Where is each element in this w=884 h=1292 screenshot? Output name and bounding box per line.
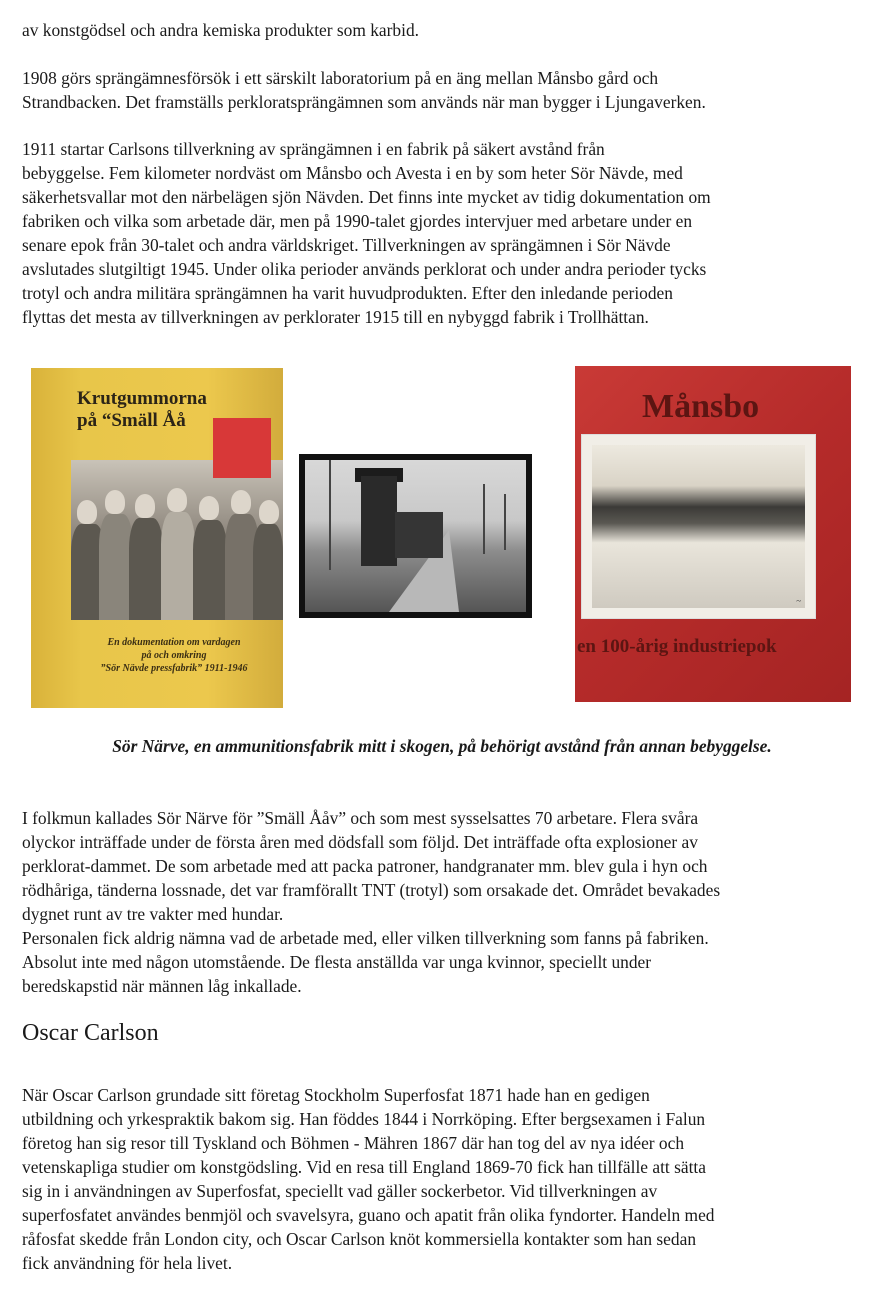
text-line: superfosfatet användes benmjöl och svavelsyra, guano och apatit från olika fyndorter. Handeln med (22, 1205, 715, 1225)
text-line: 1908 görs sprängämnesförsök i ett särskilt laboratorium på en äng mellan Månsbo gård och (22, 68, 659, 88)
utility-pole (483, 484, 485, 554)
text-line: trotyl och andra militära sprängämnen ha varit huvudprodukten. Efter den inledande perioden (22, 283, 673, 303)
landscape-scene (592, 445, 805, 608)
landscape-photo (581, 434, 816, 619)
text-line: Absolut inte med någon utomstående. De flesta anställda var unga kvinnor, speciellt under (22, 952, 652, 972)
text-line: Strandbacken. Det framställs perkloratsprängämnen som används när man bygger i Ljungaverken. (22, 92, 706, 112)
library-sticker (213, 418, 271, 478)
book-cover-subtitle (79, 636, 269, 675)
text-line: sig in i användningen av Superfosfat, speciellt vad gäller sockerbetor. Vid tillverkningen av (22, 1181, 658, 1201)
book-cover-title-line: Krutgummorna (77, 388, 207, 409)
paragraph-small-aav (22, 806, 867, 998)
utility-pole (504, 494, 506, 550)
text-line: I folkmun kallades Sör Närve för ”Smäll Ååv” och som mest sysselsattes 70 arbetare. Flera svåra (22, 808, 699, 828)
text-line: av konstgödsel och andra kemiska produkter som karbid. (22, 20, 419, 40)
text-line: fick användning för hela livet. (22, 1253, 233, 1273)
text-line: rödhåriga, tänderna lossnade, det var framförallt TNT (trotyl) som orsakade det. Området bevakades (22, 880, 721, 900)
book-cover-krutgummorna-image (31, 368, 283, 708)
book-cover-subtitle-line: En dokumentation om vardagen (107, 637, 241, 648)
factory-shed (395, 512, 443, 558)
text-line: senare epok från 30-talet och andra världskriget. Tillverkningen av sprängämnen i Sör Nävde (22, 235, 671, 255)
signature: ~ (796, 596, 801, 606)
text-line: perklorat-dammet. De som arbetade med att packa patroner, handgranater mm. blev gula i hyn och (22, 856, 708, 876)
book-cover-title-line: på “Smäll Åå (77, 410, 186, 431)
book-cover-title: Månsbo (642, 388, 760, 425)
paragraph-1908 (22, 66, 867, 114)
factory-photo (299, 454, 532, 618)
book-cover-mansbo-image (575, 366, 851, 702)
factory-tower (361, 476, 397, 566)
text-line: utbildning och yrkespraktik bakom sig. Han föddes 1844 i Norrköping. Efter bergsexamen i Falun (22, 1109, 706, 1129)
section-heading: Oscar Carlson (22, 1020, 159, 1046)
paragraph-1911 (22, 137, 867, 329)
paragraph-intro (22, 18, 867, 42)
text-line: beredskapstid när männen låg inkallade. (22, 976, 302, 996)
text-line: fabriken och vilka som arbetade där, men på 1990-talet gjordes intervjuer med arbetare under en (22, 211, 693, 231)
text-line: avslutades slutgiltigt 1945. Under olika perioder används perklorat och under andra perioder tycks (22, 259, 707, 279)
book-cover-title (77, 388, 207, 432)
text-line: 1911 startar Carlsons tillverkning av sprängämnen i en fabrik på säkert avstånd från (22, 139, 605, 159)
group-photo (71, 460, 283, 620)
text-line: företog han sig resor till Tyskland och Böhmen - Mähren 1867 där han tog del av nya idéer och (22, 1133, 685, 1153)
text-line: Personalen fick aldrig nämna vad de arbetade med, eller vilken tillverkning som fanns på fabriken. (22, 928, 709, 948)
image-caption: Sör Närve, en ammunitionsfabrik mitt i skogen, på behörigt avstånd från annan bebyggelse. (112, 736, 772, 756)
text-line: säkerhetsvallar mot den närbelägen sjön Nävden. Det finns inte mycket av tidig dokumentation om (22, 187, 711, 207)
text-line: råfosfat skedde från London city, och Oscar Carlson knöt kommersiella kontakter som han sedan (22, 1229, 697, 1249)
paragraph-oscar-carlson (22, 1083, 867, 1275)
text-line: flyttas det mesta av tillverkningen av perklorater 1915 till en nybyggd fabrik i Trollhättan. (22, 307, 649, 327)
text-line: vetenskapliga studier om konstgödsling. Vid en resa till England 1869-70 fick han tillfälle att sätta (22, 1157, 706, 1177)
text-line: dygnet runt av tre vakter med hundar. (22, 904, 284, 924)
book-cover-subtitle-line: på och omkring (141, 650, 207, 661)
utility-pole (329, 460, 331, 570)
book-cover-subtitle-line: ”Sör Nävde pressfabrik” 1911-1946 (100, 663, 248, 674)
book-cover-subtitle: en 100-årig industriepok (577, 636, 777, 657)
text-line: olyckor inträffade under de första åren med dödsfall som följd. Det inträffade ofta explosioner av (22, 832, 698, 852)
text-line: bebyggelse. Fem kilometer nordväst om Månsbo och Avesta i en by som heter Sör Nävde, med (22, 163, 683, 183)
text-line: När Oscar Carlson grundade sitt företag Stockholm Superfosfat 1871 hade han en gedigen (22, 1085, 650, 1105)
